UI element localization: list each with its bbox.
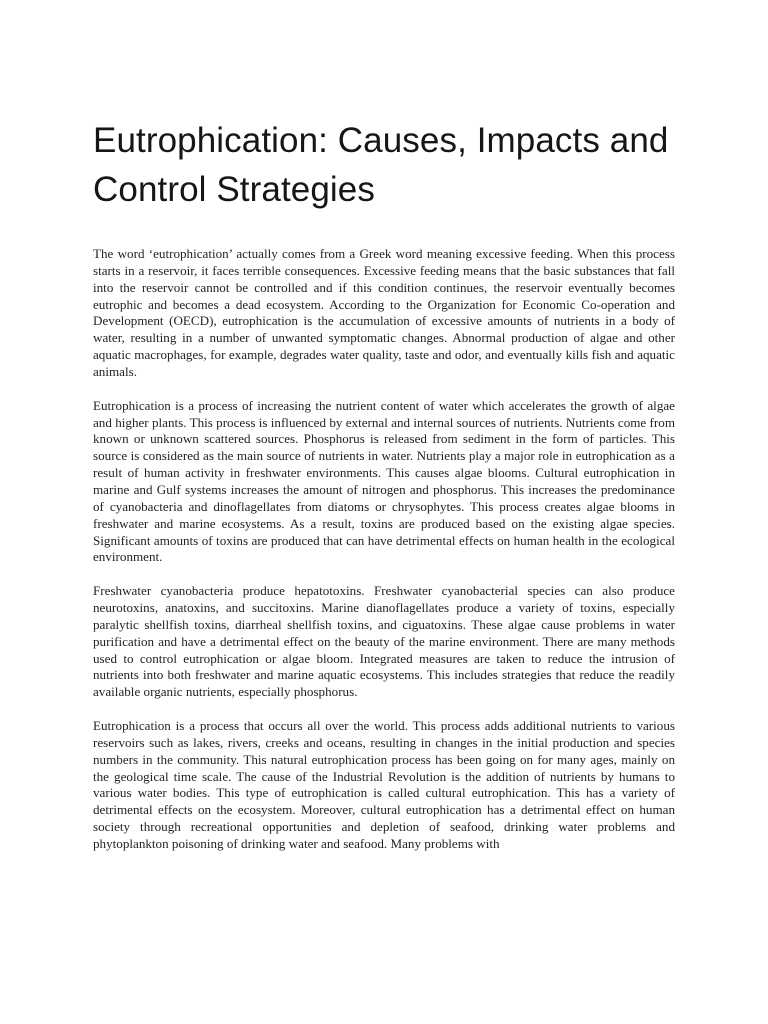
paragraph-1: The word ‘eutrophication’ actually comes from a Greek word meaning excessive feeding. When this process starts in a reservoir, it faces terrible consequences. Excessive feeding means that the basic substances that fall into the reservoir cannot be controlled and if this condition continues, the reservoir eventually becomes eutrophic and becomes a dead ecosystem. According to the Organization for Economic Co-operation and Development (OECD), eutrophication is the accumulation of excessive amounts of nutrients in a body of water, resulting in a number of unwanted symptomatic changes. Abnormal production of algae and other aquatic macrophages, for example, degrades water quality, taste and odor, and eventually kills fish and aquatic animals. — [93, 246, 675, 379]
paragraph-2: Eutrophication is a process of increasing the nutrient content of water which accelerates the growth of algae and higher plants. This process is influenced by external and internal sources of nutrients. Nutrients come from known or unknown scattered sources. Phosphorus is released from sediment in the form of particles. This source is considered as the main source of nutrients in water. Nutrients play a major role in eutrophication as a result of human activity in freshwater environments. This causes algae blooms. Cultural eutrophication in marine and Gulf systems increases the amount of nitrogen and phosphorus. This increases the predominance of cyanobacteria and dinoflagellates from diatoms or chrysophytes. This process creates algae blooms in freshwater and marine ecosystems. As a result, toxins are produced based on the existing algae species. Significant amounts of toxins are produced that can have detrimental effects on human health in the ecological environment. — [93, 397, 675, 565]
paragraph-4: Eutrophication is a process that occurs all over the world. This process adds additional nutrients to various reservoirs such as lakes, rivers, creeks and oceans, resulting in changes in the initial production and species numbers in the community. This natural eutrophication process has been going on for many ages, mainly on the geological time scale. The cause of the Industrial Revolution is the addition of nutrients by humans to various water bodies. This type of eutrophication is called cultural eutrophication. This has a variety of detrimental effects on the ecosystem. Moreover, cultural eutrophication has a detrimental effect on human society through recreational opportunities and depletion of seafood, drinking water problems and phytoplankton poisoning of drinking water and seafood. Many problems with — [93, 718, 675, 851]
document-body — [93, 246, 675, 870]
document-title: Eutrophication: Causes, Impacts and Control Strategies — [93, 121, 669, 209]
paragraph-3: Freshwater cyanobacteria produce hepatotoxins. Freshwater cyanobacterial species can also produce neurotoxins, anatoxins, and succitoxins. Marine dianoflagellates produce a variety of toxins, especially paralytic shellfish toxins, diarrheal shellfish toxins, and ciguatoxins. These algae cause problems in water purification and have a detrimental effect on the beauty of the marine environment. There are many methods used to control eutrophication or algae bloom. Integrated measures are taken to reduce the intrusion of nutrients into both freshwater and marine aquatic ecosystems. This includes strategies that reduce the readily available organic nutrients, especially phosphorus. — [93, 583, 675, 700]
